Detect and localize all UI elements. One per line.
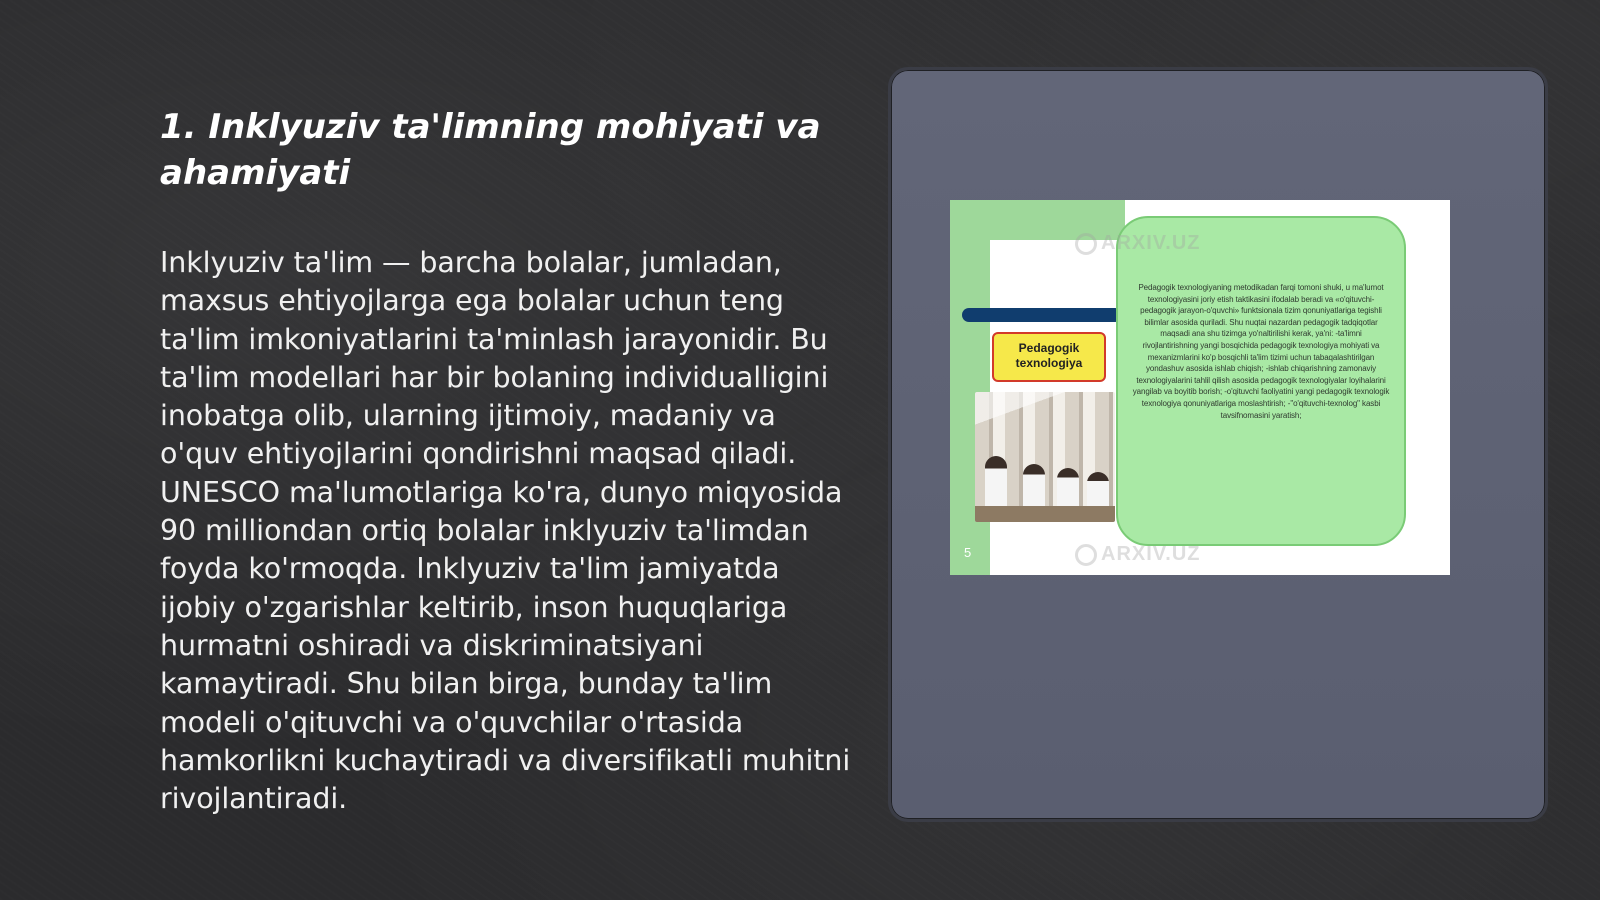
student-figure bbox=[985, 456, 1007, 512]
watermark-text: ARXIV.UZ bbox=[1101, 232, 1201, 254]
student-figure bbox=[1023, 464, 1045, 512]
classroom-photo bbox=[975, 392, 1115, 522]
slide-title: 1. Inklyuziv ta'limning mohiyati va ahamiyati bbox=[160, 107, 821, 193]
watermark bbox=[1075, 232, 1201, 255]
card-text: Pedagogik texnologiyaning metodikadan farqi tomoni shuki, u ma'lumot texnologiyasini joriy etish taktikasini ifodalab beradi va «o'qituvchi-pedagogik jarayon-o'quvchi» funktsionalа tizim qonuniyatlariga tegishli bilimlar asosida quriladi. Shu nuqtai nazardan pedagogik tadqiqotlar maqsadi ana shu tizimga yo'naltirilishi kerak, ya'ni: -ta'limni rivojlantirishning yangi bosqichida pedagogik texnologiya mohiyati va mexanizmlarini ko'p bosqichli ta'lim tizimi uchun tabaqalashtirilgan yondashuv asosida ishlab chiqish; -ishlab chiqarishning zamonaviy texnologiyalarini tahlil qilish asosida pedagogik texnologiyalar loyihalarini yangilab va boyitib borish; -o'qituvchi faoliyatini yangi pedagogik texnologik texnologiya qonuniyatlariga moslashtirish; -"o'qituvchi-texnolog" kasbi tavsifnomasini yaratish; bbox=[1132, 283, 1390, 420]
watermark bbox=[1075, 543, 1201, 566]
green-text-card bbox=[1116, 216, 1406, 546]
slide-body-text: Inklyuziv ta'lim — barcha bolalar, jumladan, maxsus ehtiyojlarga ega bolalar uchun teng ta'lim imkoniyatlarini ta'minlash jarayonidir. Bu ta'lim modellari har bir bolaning individualligini inobatga olib, ularning ijtimoiy, madaniy va o'quv ehtiyojlarini qondirishni maqsad qiladi. UNESCO ma'lumotlariga ko'ra, dunyo miqyosida 90 milliondan ortiq bolalar inklyuziv ta'limdan foyda ko'rmoqda. Inklyuziv ta'lim jamiyatda ijobiy o'zgarishlar keltirib, inson huquqlariga hurmatni oshiradi va diskriminatsiyani kamaytiradi. Shu bilan birga, bunday ta'lim modeli o'qituvchi va o'quvchilar o'rtasida hamkorlikni kuchaytiradi va diversifikatli muhitni rivojlantiradi. bbox=[160, 246, 851, 816]
blue-accent-bar bbox=[962, 308, 1122, 322]
pedagogik-texnologiya-label: Pedagogik texnologiya bbox=[992, 332, 1106, 382]
page-number: 5 bbox=[964, 545, 972, 560]
embedded-document-image bbox=[950, 200, 1450, 575]
desk-row bbox=[975, 506, 1115, 522]
magnifier-icon bbox=[1075, 233, 1097, 255]
magnifier-icon bbox=[1075, 544, 1097, 566]
watermark-text: ARXIV.UZ bbox=[1101, 543, 1201, 565]
